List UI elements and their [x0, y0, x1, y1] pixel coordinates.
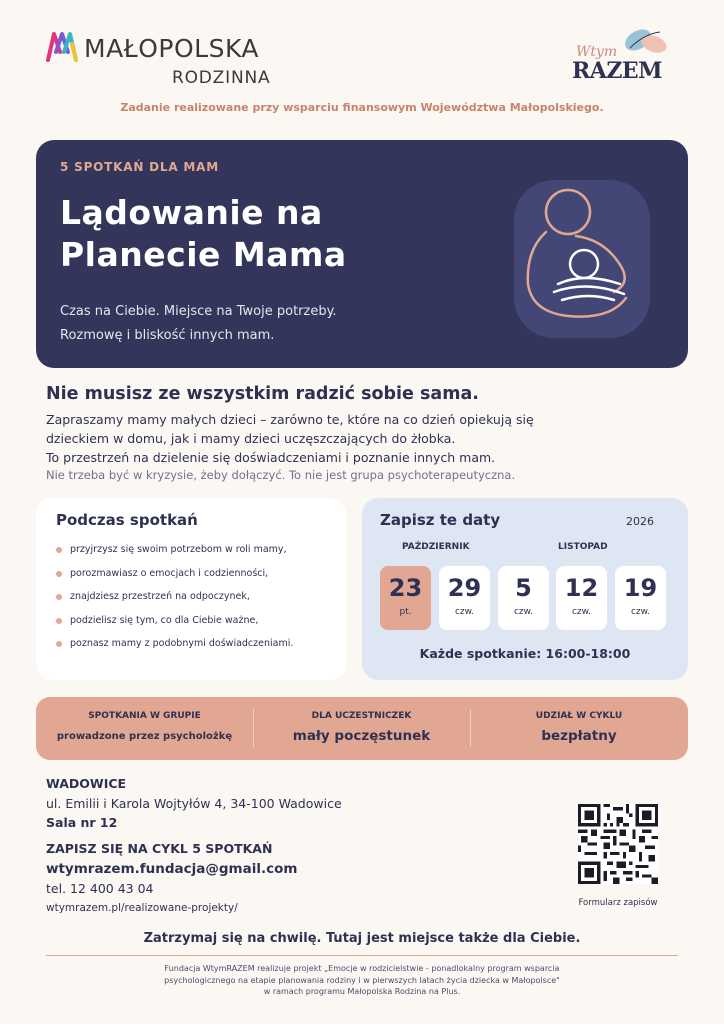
info-value: bezpłatny [541, 728, 617, 744]
info-value: prowadzone przez psycholożkę [56, 731, 233, 742]
lead-line2: dzieckiem w domu, jak i mamy dzieci uczęszczających do żłobka. [46, 431, 456, 446]
logo-title: MAŁOPOLSKA [84, 34, 260, 63]
month-november: LISTOPAD [558, 542, 608, 552]
date-box [439, 566, 490, 630]
date-weekday: czw. [454, 607, 475, 617]
info-label: DLA UCZESTNICZEK [311, 711, 412, 721]
divider [46, 955, 678, 956]
lead-note: Nie trzeba być w kryzysie, żeby dołączyć. To nie jest grupa psychoterapeutyczna. [46, 468, 516, 482]
leaf-icon [616, 26, 676, 60]
closing-line: Zatrzymaj się na chwilę. Tutaj jest miejsce także dla Ciebie. [143, 931, 581, 946]
qr-caption: Formularz zapisów [578, 898, 658, 908]
dates-title: Zapisz te daty [380, 511, 501, 529]
date-number: 19 [623, 574, 658, 602]
date-number: 29 [447, 574, 482, 602]
date-weekday: czw. [630, 607, 651, 617]
date-weekday: czw. [571, 607, 592, 617]
location-address: ul. Emilii i Karola Wojtyłów 4, 34-100 Wadowice [46, 796, 342, 811]
list-item: podzielisz się tym, co dla Ciebie ważne, [56, 615, 293, 639]
lead-title: Nie musisz ze wszystkim radzić sobie sama. [46, 384, 479, 404]
location-room: Sala nr 12 [46, 815, 118, 830]
bullet-icon [56, 571, 62, 577]
date-number: 23 [388, 574, 423, 602]
logo-name: RAZEM [572, 58, 663, 84]
hero-text-line2: Rozmowę i bliskość innych mam. [60, 328, 275, 343]
signup-title: ZAPISZ SIĘ NA CYKL 5 SPOTKAŃ [46, 841, 273, 856]
month-october: PAŹDZIERNIK [402, 542, 470, 552]
bullet-icon [56, 547, 62, 553]
date-weekday: pt. [399, 607, 412, 617]
during-title: Podczas spotkań [56, 511, 198, 529]
date-box [615, 566, 666, 630]
lead-text [46, 410, 566, 467]
signup-url-link[interactable]: wtymrazem.pl/realizowane-projekty/ [46, 902, 238, 914]
footer-line3: w ramach programu Małopolska Rodzina na Plus. [263, 987, 461, 996]
date-box [556, 566, 607, 630]
meeting-time: Każde spotkanie: 16:00-18:00 [419, 646, 631, 661]
footer-line2: psychologicznego na etapie planowania rodziny i w pierwszych latach życia dziecka w Małopolsce" [164, 975, 560, 985]
qr-code[interactable] [578, 804, 658, 884]
list-item: porozmawiasz o emocjach i codzienności, [56, 568, 293, 592]
malopolska-logo [46, 30, 276, 90]
info-strip [36, 697, 688, 760]
date-weekday: czw. [513, 607, 534, 617]
list-item: znajdziesz przestrzeń na odpoczynek, [56, 591, 293, 615]
during-meetings-card [36, 498, 346, 680]
list-item: przyjrzysz się swoim potrzebom w roli mamy, [56, 544, 293, 568]
hero-text-line1: Czas na Ciebie. Miejsce na Twoje potrzeby. [60, 304, 337, 319]
date-number: 12 [564, 574, 599, 602]
mother-baby-illustration [514, 180, 650, 338]
info-group [36, 697, 253, 760]
hero-text [60, 300, 337, 348]
footer-line1: Fundacja WtymRAZEM realizuje projekt „Emocje w rodzicielstwie - ponadlokalny program wsparcia [164, 964, 560, 973]
lead-line3: To przestrzeń na dzielenie się doświadczeniami i poznanie innych mam. [46, 450, 496, 465]
footer-note [0, 963, 724, 998]
hero-title-line1: Lądowanie na [60, 193, 323, 232]
signup-email-link[interactable]: wtymrazem.fundacja@gmail.com [46, 861, 298, 877]
dates-year: 2026 [626, 515, 654, 528]
lead-line1: Zapraszamy mamy małych dzieci – zarówno te, które na co dzień opiekują się [46, 412, 534, 427]
info-participants [253, 697, 470, 760]
bullet-icon [56, 594, 62, 600]
info-label: SPOTKANIA W GRUPIE [88, 711, 201, 721]
mother-baby-icon [514, 180, 650, 338]
hero-title-line2: Planecie Mama [60, 235, 347, 274]
date-number: 5 [515, 574, 532, 602]
bullet-icon [56, 618, 62, 624]
logo-subtitle: RODZINNA [172, 68, 271, 88]
signup-phone[interactable]: tel. 12 400 43 04 [46, 881, 154, 896]
funding-note: Zadanie realizowane przy wsparciu finansowym Województwa Małopolskiego. [120, 101, 604, 114]
info-label: UDZIAŁ W CYKLU [535, 711, 623, 721]
hero-banner [36, 140, 688, 368]
malopolska-mark-icon [46, 30, 78, 62]
location-city: WADOWICE [46, 776, 127, 791]
bullet-icon [56, 641, 62, 647]
list-item: poznasz mamy z podobnymi doświadczeniami. [56, 638, 293, 662]
info-value: mały poczęstunek [292, 728, 431, 744]
hero-title [60, 192, 347, 276]
date-box [498, 566, 549, 630]
wtymrazem-logo [572, 30, 672, 86]
logo-script: Wtym [576, 44, 618, 60]
info-participation [470, 697, 688, 760]
date-box [380, 566, 431, 630]
hero-eyebrow: 5 SPOTKAŃ DLA MAM [60, 160, 220, 174]
during-list [56, 544, 293, 662]
dates-card [362, 498, 688, 680]
